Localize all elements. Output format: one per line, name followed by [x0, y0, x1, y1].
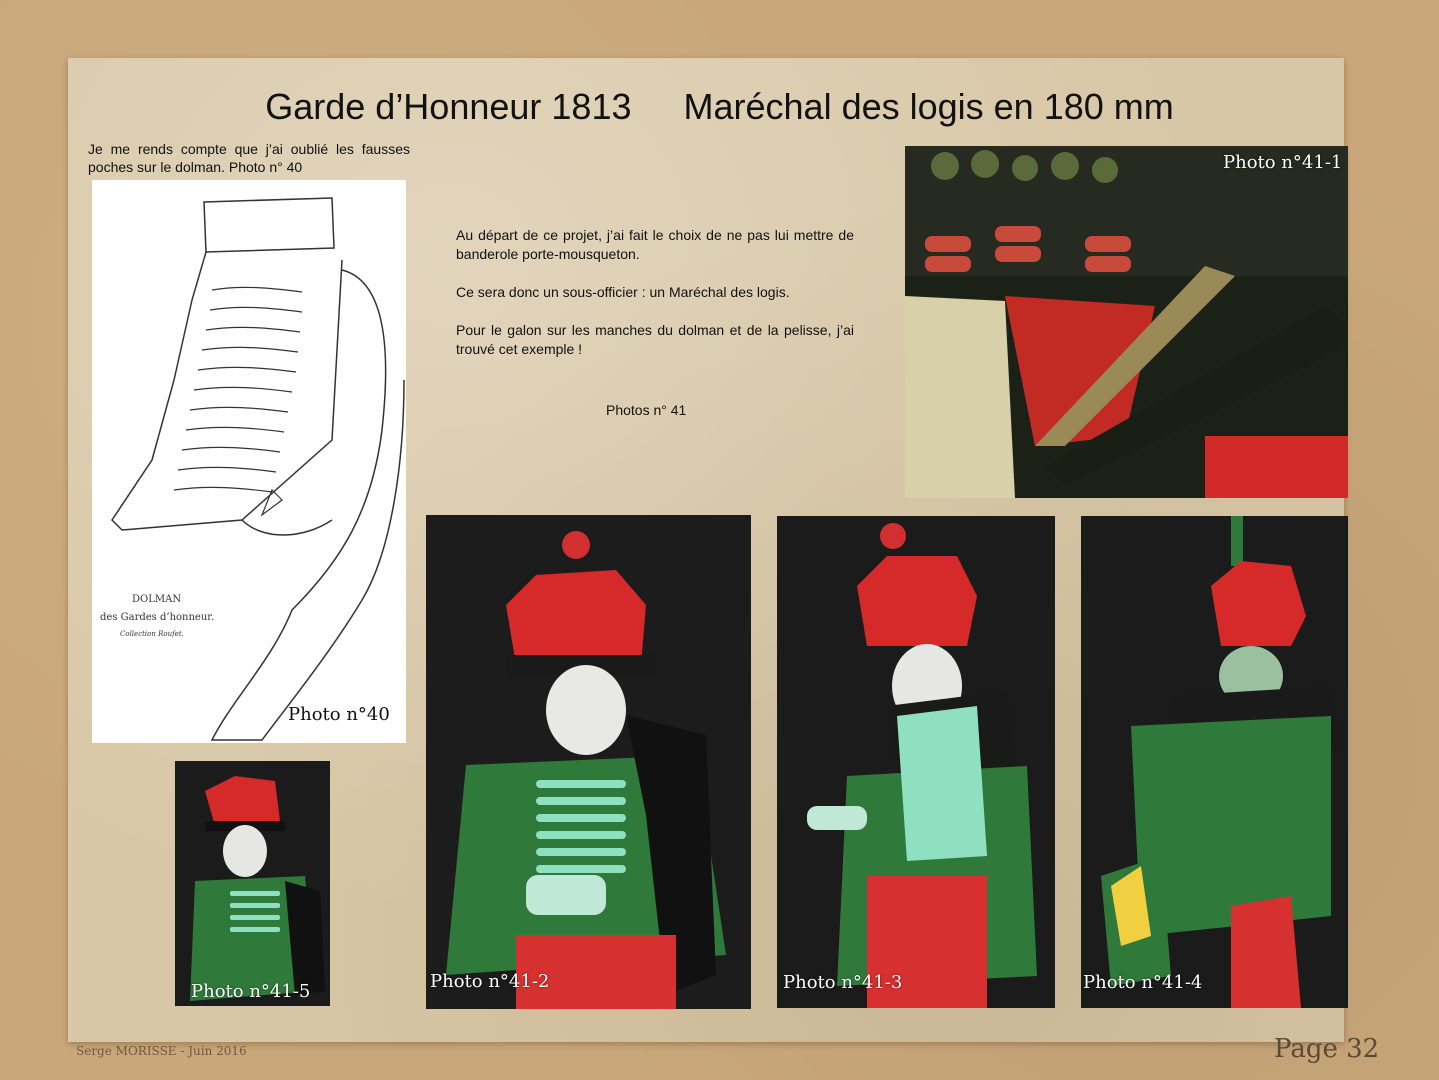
photo-41-4-caption: Photo n°41-4: [1083, 972, 1203, 993]
photo-40-caption: Photo n°40: [288, 704, 390, 725]
page-title: [0, 86, 1439, 128]
dolman-drawing: [92, 180, 406, 743]
figurine-small-image: [175, 761, 330, 1006]
sleeve-closeup-image: [905, 146, 1348, 498]
body-text: [456, 226, 854, 378]
drawing-caption-line3: Collection Roufet.: [120, 630, 184, 638]
photo-41-1: [905, 146, 1348, 498]
figurine-back-image: [1081, 516, 1348, 1008]
intro-text: Je me rends compte que j’ai oublié les fausses poches sur le dolman. Photo n° 40: [88, 141, 410, 175]
photo-41-2: [426, 515, 751, 1009]
photo-41-5-caption: Photo n°41-5: [191, 981, 311, 1002]
photo-41-1-caption: Photo n°41-1: [1223, 152, 1343, 173]
photo-41-3: [777, 516, 1055, 1008]
photo-41-4: [1081, 516, 1348, 1008]
title-part-1: Garde d’Honneur 1813: [265, 86, 632, 127]
photo-41-5: [175, 761, 330, 1006]
body-paragraph-3: Pour le galon sur les manches du dolman et de la pelisse, j’ai trouvé cet exemple !: [456, 322, 854, 357]
body-paragraph-2: Ce sera donc un sous-officier : un Maréchal des logis.: [456, 284, 790, 300]
photo-41-2-caption: Photo n°41-2: [430, 971, 550, 992]
title-part-2: Maréchal des logis en 180 mm: [683, 86, 1174, 127]
drawing-caption-line1: DOLMAN: [132, 594, 182, 605]
footer-author: Serge MORISSE - Juin 2016: [76, 1044, 247, 1058]
photo-41-3-caption: Photo n°41-3: [783, 972, 903, 993]
photos-reference: Photos n° 41: [606, 402, 687, 418]
figurine-front-image: [426, 515, 751, 1009]
page-number: Page 32: [1274, 1034, 1380, 1064]
drawing-caption-line2: des Gardes d’honneur.: [100, 612, 215, 623]
photo-40-drawing: [92, 180, 406, 743]
figurine-side-image: [777, 516, 1055, 1008]
body-paragraph-1: Au départ de ce projet, j’ai fait le choix de ne pas lui mettre de banderole porte-mousqueton.: [456, 227, 854, 262]
